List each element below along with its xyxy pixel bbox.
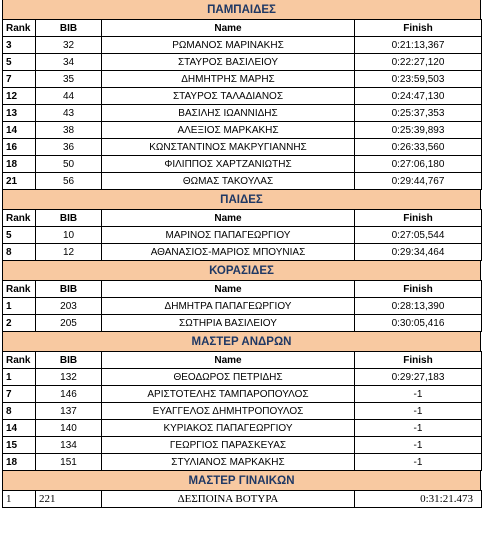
table-row xyxy=(3,403,482,420)
cell-name: ΣΤΑΥΡΟΣ ΒΑΣΙΛΕΙΟΥ xyxy=(102,54,355,71)
cell-finish: 0:27:06,180 xyxy=(355,156,482,173)
cell-rank: 16 xyxy=(3,139,36,156)
column-header-rank: Rank xyxy=(3,20,36,37)
cell-rank: 1 xyxy=(3,369,36,386)
cell-finish: 0:29:34,464 xyxy=(355,244,482,261)
section-title: ΜΑΣΤΕΡ ΓΙΝΑΙΚΩΝ xyxy=(2,470,481,491)
column-header-bib: BIB xyxy=(36,352,102,369)
cell-rank: 1 xyxy=(3,491,36,508)
table-row xyxy=(3,298,482,315)
column-header-name: Name xyxy=(102,281,355,298)
cell-rank: 18 xyxy=(3,454,36,471)
cell-bib: 140 xyxy=(36,420,102,437)
cell-finish: 0:24:47,130 xyxy=(355,88,482,105)
cell-rank: 15 xyxy=(3,437,36,454)
cell-name: ΣΤΑΥΡΟΣ ΤΑΛΑΔΙΑΝΟΣ xyxy=(102,88,355,105)
table-row xyxy=(3,369,482,386)
cell-bib: 132 xyxy=(36,369,102,386)
cell-name: ΒΑΣΙΛΗΣ ΙΩΑΝΝΙΔΗΣ xyxy=(102,105,355,122)
cell-bib: 12 xyxy=(36,244,102,261)
cell-name: ΕΥΑΓΓΕΛΟΣ ΔΗΜΗΤΡΟΠΟΥΛΟΣ xyxy=(102,403,355,420)
cell-finish: -1 xyxy=(355,454,482,471)
results-table xyxy=(2,209,482,261)
cell-rank: 7 xyxy=(3,386,36,403)
cell-bib: 205 xyxy=(36,315,102,332)
cell-name: ΑΡΙΣΤΟΤΕΛΗΣ ΤΑΜΠΑΡΟΠΟΥΛΟΣ xyxy=(102,386,355,403)
cell-rank: 3 xyxy=(3,37,36,54)
cell-bib: 44 xyxy=(36,88,102,105)
cell-finish: 0:31:21.473 xyxy=(355,491,482,508)
cell-bib: 137 xyxy=(36,403,102,420)
cell-rank: 7 xyxy=(3,71,36,88)
column-header-finish: Finish xyxy=(355,352,482,369)
column-header-rank: Rank xyxy=(3,352,36,369)
cell-finish: 0:23:59,503 xyxy=(355,71,482,88)
cell-finish: -1 xyxy=(355,420,482,437)
table-row xyxy=(3,173,482,190)
cell-finish: -1 xyxy=(355,437,482,454)
column-header-rank: Rank xyxy=(3,281,36,298)
table-row xyxy=(3,454,482,471)
cell-finish: 0:21:13,367 xyxy=(355,37,482,54)
cell-bib: 151 xyxy=(36,454,102,471)
cell-name: ΘΕΟΔΩΡΟΣ ΠΕΤΡΙΔΗΣ xyxy=(102,369,355,386)
cell-rank: 8 xyxy=(3,403,36,420)
table-row xyxy=(3,227,482,244)
cell-finish: 0:29:44,767 xyxy=(355,173,482,190)
section-title: ΚΟΡΑΣΙΔΕΣ xyxy=(2,260,481,281)
column-header-finish: Finish xyxy=(355,20,482,37)
cell-name: ΡΩΜΑΝΟΣ ΜΑΡΙΝΑΚΗΣ xyxy=(102,37,355,54)
cell-name: ΑΛΕΞΙΟΣ ΜΑΡΚΑΚΗΣ xyxy=(102,122,355,139)
cell-bib: 35 xyxy=(36,71,102,88)
cell-rank: 5 xyxy=(3,227,36,244)
cell-finish: 0:22:27,120 xyxy=(355,54,482,71)
results-sheet xyxy=(2,0,481,508)
cell-bib: 221 xyxy=(36,491,102,508)
cell-rank: 14 xyxy=(3,122,36,139)
cell-name: ΜΑΡΙΝΟΣ ΠΑΠΑΓΕΩΡΓΙΟΥ xyxy=(102,227,355,244)
cell-bib: 50 xyxy=(36,156,102,173)
cell-name: ΑΘΑΝΑΣΙΟΣ-ΜΑΡΙΟΣ ΜΠΟΥΝΙΑΣ xyxy=(102,244,355,261)
cell-rank: 18 xyxy=(3,156,36,173)
cell-bib: 43 xyxy=(36,105,102,122)
table-row xyxy=(3,437,482,454)
cell-name: ΔΗΜΗΤΡΑ ΠΑΠΑΓΕΩΡΓΙΟΥ xyxy=(102,298,355,315)
results-table xyxy=(2,19,482,190)
cell-finish: 0:25:37,353 xyxy=(355,105,482,122)
cell-finish: 0:29:27,183 xyxy=(355,369,482,386)
results-table xyxy=(2,351,482,471)
cell-finish: -1 xyxy=(355,403,482,420)
results-table xyxy=(2,280,482,332)
cell-name: ΚΥΡΙΑΚΟΣ ΠΑΠΑΓΕΩΡΓΙΟΥ xyxy=(102,420,355,437)
results-table xyxy=(2,490,482,508)
column-header-name: Name xyxy=(102,210,355,227)
cell-bib: 32 xyxy=(36,37,102,54)
cell-finish: 0:27:05,544 xyxy=(355,227,482,244)
cell-bib: 56 xyxy=(36,173,102,190)
cell-finish: -1 xyxy=(355,386,482,403)
cell-finish: 0:25:39,893 xyxy=(355,122,482,139)
cell-name: ΣΤΥΛΙΑΝΟΣ ΜΑΡΚΑΚΗΣ xyxy=(102,454,355,471)
column-header-bib: BIB xyxy=(36,210,102,227)
column-header-rank: Rank xyxy=(3,210,36,227)
cell-rank: 21 xyxy=(3,173,36,190)
cell-rank: 8 xyxy=(3,244,36,261)
table-row xyxy=(3,139,482,156)
column-header-row xyxy=(3,20,482,37)
column-header-bib: BIB xyxy=(36,281,102,298)
cell-finish: 0:28:13,390 xyxy=(355,298,482,315)
table-row xyxy=(3,88,482,105)
column-header-finish: Finish xyxy=(355,210,482,227)
table-row xyxy=(3,491,482,508)
column-header-row xyxy=(3,281,482,298)
cell-bib: 34 xyxy=(36,54,102,71)
column-header-name: Name xyxy=(102,20,355,37)
cell-name: ΘΩΜΑΣ ΤΑΚΟΥΛΑΣ xyxy=(102,173,355,190)
table-row xyxy=(3,244,482,261)
cell-name: ΚΩΝΣΤΑΝΤΙΝΟΣ ΜΑΚΡΥΓΙΑΝΝΗΣ xyxy=(102,139,355,156)
cell-bib: 146 xyxy=(36,386,102,403)
cell-rank: 12 xyxy=(3,88,36,105)
cell-name: ΔΕΣΠΟΙΝΑ ΒΟΤΥΡΑ xyxy=(102,491,355,508)
column-header-row xyxy=(3,210,482,227)
table-row xyxy=(3,54,482,71)
cell-bib: 36 xyxy=(36,139,102,156)
cell-rank: 1 xyxy=(3,298,36,315)
cell-name: ΓΕΩΡΓΙΟΣ ΠΑΡΑΣΚΕΥΑΣ xyxy=(102,437,355,454)
cell-rank: 2 xyxy=(3,315,36,332)
cell-finish: 0:26:33,560 xyxy=(355,139,482,156)
cell-bib: 38 xyxy=(36,122,102,139)
table-row xyxy=(3,156,482,173)
column-header-bib: BIB xyxy=(36,20,102,37)
table-row xyxy=(3,71,482,88)
cell-rank: 5 xyxy=(3,54,36,71)
cell-name: ΔΗΜΗΤΡΗΣ ΜΑΡΗΣ xyxy=(102,71,355,88)
table-row xyxy=(3,315,482,332)
cell-name: ΣΩΤΗΡΙΑ ΒΑΣΙΛΕΙΟΥ xyxy=(102,315,355,332)
section-title: ΜΑΣΤΕΡ ΑΝΔΡΩΝ xyxy=(2,331,481,352)
cell-rank: 14 xyxy=(3,420,36,437)
cell-name: ΦΙΛΙΠΠΟΣ ΧΑΡΤΖΑΝΙΩΤΗΣ xyxy=(102,156,355,173)
cell-finish: 0:30:05,416 xyxy=(355,315,482,332)
table-row xyxy=(3,420,482,437)
table-row xyxy=(3,105,482,122)
column-header-finish: Finish xyxy=(355,281,482,298)
section-title: ΠΑΜΠΑΙΔΕΣ xyxy=(2,0,481,20)
cell-rank: 13 xyxy=(3,105,36,122)
cell-bib: 10 xyxy=(36,227,102,244)
table-row xyxy=(3,122,482,139)
column-header-row xyxy=(3,352,482,369)
cell-bib: 134 xyxy=(36,437,102,454)
section-title: ΠΑΙΔΕΣ xyxy=(2,189,481,210)
table-row xyxy=(3,37,482,54)
table-row xyxy=(3,386,482,403)
column-header-name: Name xyxy=(102,352,355,369)
cell-bib: 203 xyxy=(36,298,102,315)
